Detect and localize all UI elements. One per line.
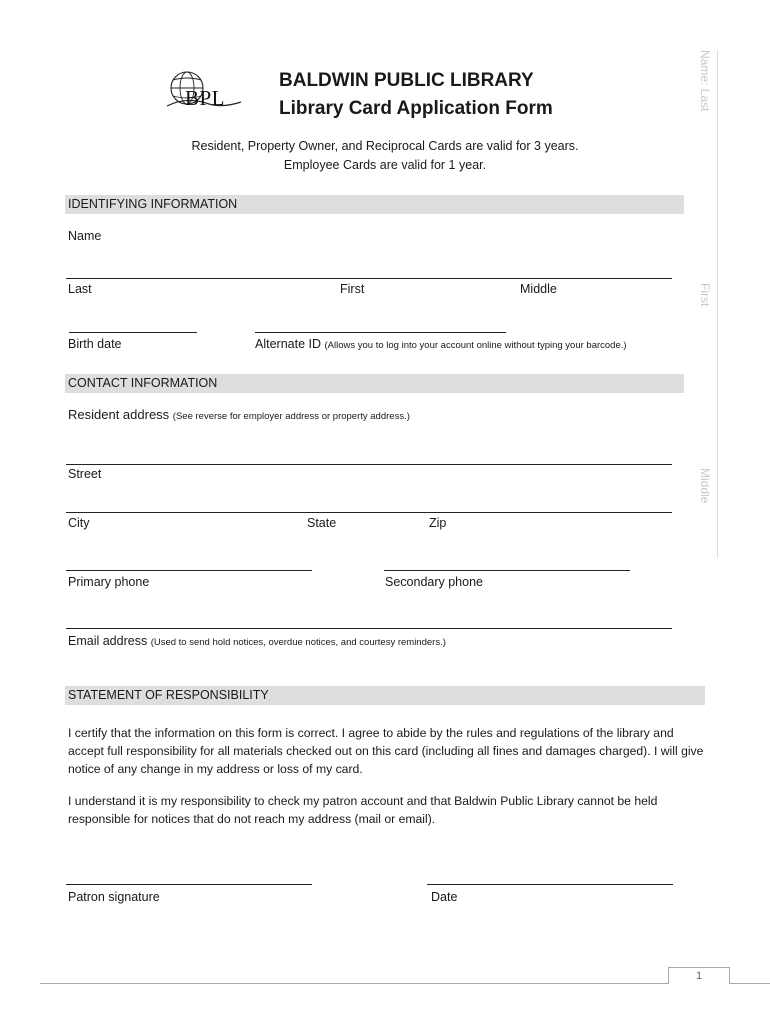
secondary-phone-field[interactable] — [384, 570, 630, 571]
alternate-id-note: (Allows you to log into your account online without typing your barcode.) — [324, 340, 627, 351]
city-state-zip-field[interactable] — [66, 512, 672, 513]
patron-signature-field[interactable] — [66, 884, 312, 885]
side-tab-first: First — [698, 283, 712, 307]
page-number-box — [668, 967, 730, 984]
side-tab-border — [717, 50, 718, 558]
state-label: State — [307, 516, 337, 530]
date-label: Date — [431, 890, 458, 904]
city-label: City — [68, 516, 90, 530]
last-label: Last — [68, 282, 92, 296]
middle-label: Middle — [520, 282, 557, 296]
secondary-phone-label: Secondary phone — [385, 575, 483, 589]
name-field[interactable] — [66, 278, 672, 279]
resident-address-note: (See reverse for employer address or property address.) — [172, 411, 410, 422]
library-logo — [163, 66, 243, 116]
email-note: (Used to send hold notices, overdue notices, and courtesy reminders.) — [150, 637, 446, 648]
page-title: BALDWIN PUBLIC LIBRARY — [279, 70, 534, 91]
resident-address-text: Resident address — [68, 407, 170, 422]
primary-phone-label: Primary phone — [68, 575, 150, 589]
patron-signature-label: Patron signature — [68, 890, 160, 904]
resident-address-label — [68, 407, 410, 422]
street-field[interactable] — [66, 464, 672, 465]
email-field[interactable] — [66, 628, 672, 629]
alternate-id-field[interactable] — [255, 332, 506, 333]
side-tab-middle: Middle — [698, 468, 712, 504]
validity-note-2: Employee Cards are valid for 1 year. — [283, 158, 487, 172]
alternate-id-label — [255, 337, 627, 351]
birth-date-field[interactable] — [69, 332, 197, 333]
email-label — [68, 634, 446, 648]
first-label: First — [340, 282, 365, 296]
section-statement: STATEMENT OF RESPONSIBILITY — [65, 686, 705, 705]
statement-text-2: I understand it is my responsibility to check my patron account and that Baldwin Public Library cannot be held responsible for notices that do not reach my address (mail or email). — [68, 794, 658, 826]
form-title: Library Card Application Form — [279, 98, 553, 119]
page-number: 1 — [695, 970, 703, 982]
side-tab-name-last: Name: Last — [698, 50, 712, 112]
statement-paragraph-1 — [68, 724, 708, 778]
date-field[interactable] — [427, 884, 673, 885]
street-label: Street — [68, 467, 102, 481]
zip-label: Zip — [429, 516, 447, 530]
statement-text-1: I certify that the information on this form is correct. I agree to abide by the rules and regulations of the library and accept full responsibility for all materials checked out on this card (including all fines and damages charged). I will give notice of any change in my address or loss of my card. — [68, 726, 704, 776]
section-identifying: IDENTIFYING INFORMATION — [65, 195, 684, 214]
footer-rule — [40, 983, 770, 984]
logo-text: BPL — [185, 86, 226, 110]
name-label: Name — [68, 229, 102, 243]
statement-paragraph-2 — [68, 792, 708, 828]
alternate-id-text: Alternate ID — [255, 337, 322, 351]
validity-note-1: Resident, Property Owner, and Reciprocal Cards are valid for 3 years. — [191, 139, 579, 153]
section-contact: CONTACT INFORMATION — [65, 374, 684, 393]
primary-phone-field[interactable] — [66, 570, 312, 571]
email-text: Email address — [68, 634, 148, 648]
birth-date-label: Birth date — [68, 337, 122, 351]
